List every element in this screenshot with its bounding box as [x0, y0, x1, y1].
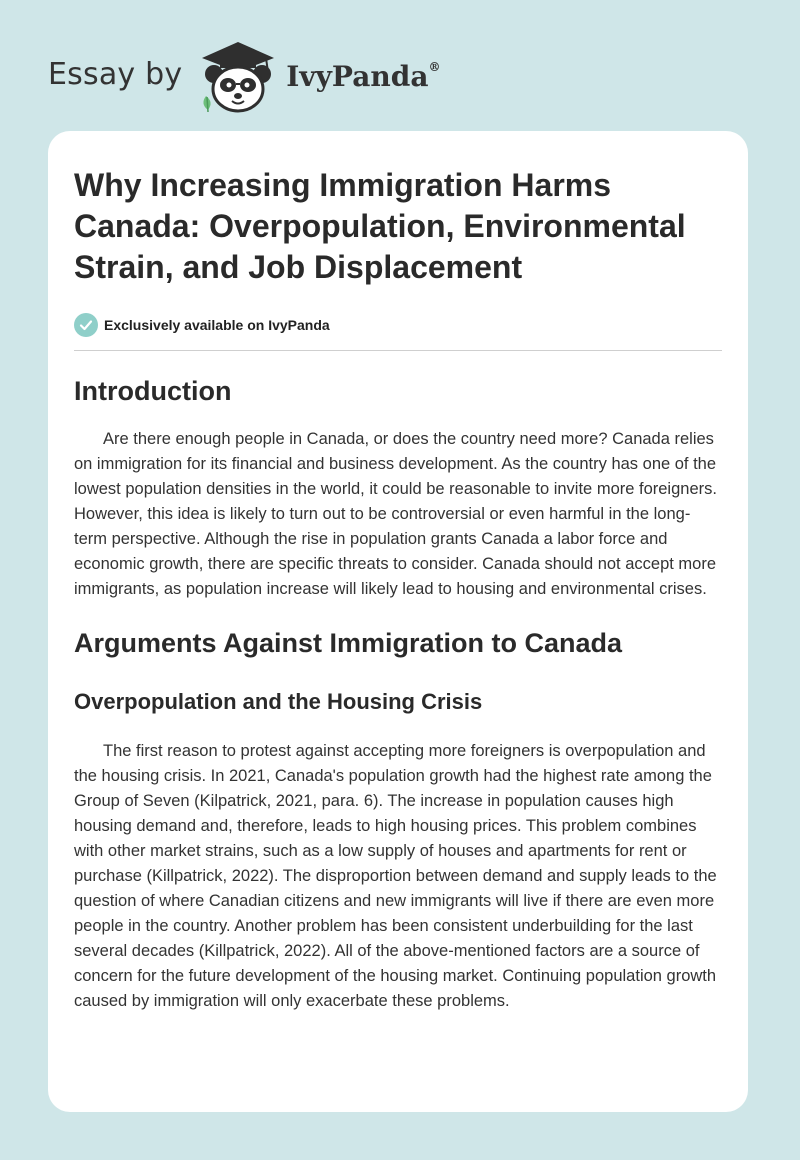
trademark-symbol: ®: [428, 60, 441, 75]
check-circle-icon: [74, 313, 98, 337]
exclusive-badge-label: Exclusively available on IvyPanda: [104, 317, 330, 333]
ivypanda-logo-link[interactable]: [196, 34, 440, 114]
brand-name: IvyPanda®: [286, 59, 441, 93]
essay-by-label: Essay by: [48, 56, 183, 92]
introduction-paragraph: Are there enough people in Canada, or does the country need more? Canada relies on immigration for its financial and business development. As the country has one of the lowest population densities in the world, it could be reasonable to invite more foreigners. However, this idea is likely to turn out to be controversial or even harmful in the long-term perspective. Although the rise in population grants Canada a labor force and economic growth, there are specific threats to consider. Canada should not accept more immigrants, as population increase will likely lead to housing and environmental crises.: [74, 430, 717, 598]
subheading-overpopulation: Overpopulation and the Housing Crisis: [74, 689, 483, 714]
exclusive-badge: [74, 312, 722, 338]
overpopulation-paragraph: The first reason to protest against accepting more foreigners is overpopulation and the housing crisis. In 2021, Canada's population growth had the highest rate among the Group of Seven (Kilpatrick, 2021, para. 6). The increase in population causes high housing demand and, therefore, leads to high housing prices. This problem combines with other market strains, such as a low supply of houses and apartments for rent or purchase (Killpatrick, 2022). The disproportion between demand and supply leads to the question of where Canadian citizens and new immigrants will live if there are even more people in the country. Another problem has been consistent underbuilding for the last several decades (Killpatrick, 2022). All of the above-mentioned factors are a source of concern for the future development of the housing market. Continuing population growth caused by immigration will only exacerbate these problems.: [74, 742, 717, 1010]
panda-mascot-icon: [196, 34, 280, 114]
essay-title: Why Increasing Immigration Harms Canada: Overpopulation, Environmental Strain, and Job Displacement: [74, 167, 686, 285]
section-heading-introduction: Introduction: [74, 376, 232, 406]
section-heading-arguments: Arguments Against Immigration to Canada: [74, 628, 623, 658]
site-header: [48, 34, 440, 114]
essay-card: [48, 131, 748, 1112]
divider: [74, 350, 722, 351]
